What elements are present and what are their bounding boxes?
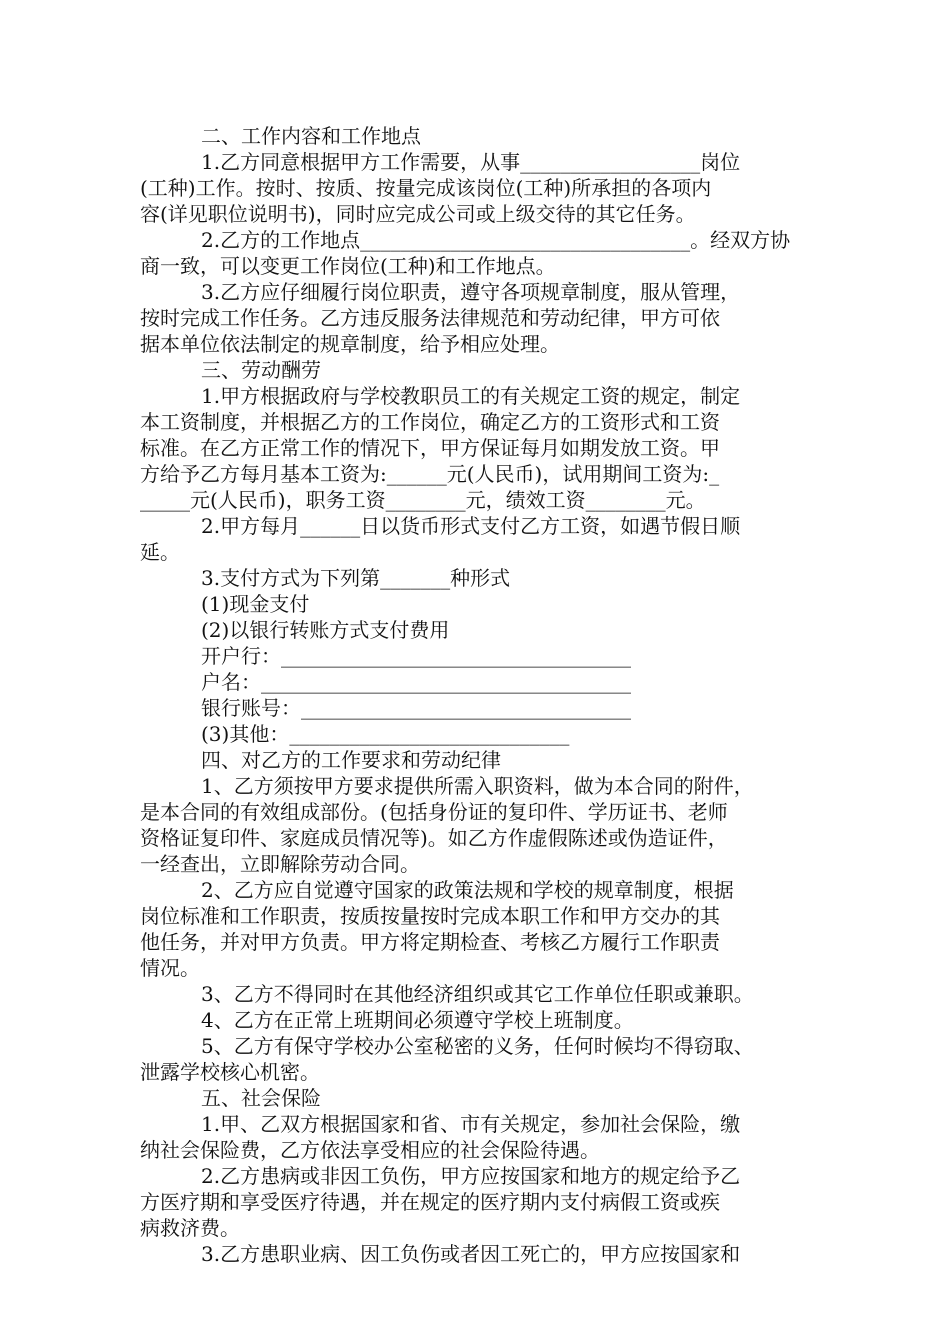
paragraph-line: 方给予乙方每月基本工资为:______元(人民币)，试用期间工资为:_ [140, 462, 720, 486]
paragraph-line: 3.乙方应仔细履行岗位职责，遵守各项规章制度，服从管理， [201, 280, 741, 304]
paragraph-line: 3.支付方式为下列第_______种形式 [201, 566, 511, 590]
paragraph-line: 病救济费。 [140, 1216, 240, 1240]
paragraph-line: 是本合同的有效组成部份。(包括身份证的复印件、学历证书、老师 [140, 800, 728, 824]
paragraph-line: 他任务，并对甲方负责。甲方将定期检查、考核乙方履行工作职责 [140, 930, 720, 954]
section-heading: 三、劳动酬劳 [201, 358, 321, 382]
list-item: (1)现金支付 [201, 592, 310, 616]
form-field-line: (3)其他：____________________________ [201, 722, 570, 746]
paragraph-line: 2.乙方的工作地点_________________________________。经双方协 [201, 228, 791, 252]
paragraph-line: 据本单位依法制定的规章制度，给予相应处理。 [140, 332, 560, 356]
paragraph-line: 2.甲方每月______日以货币形式支付乙方工资，如遇节假日顺 [201, 514, 741, 538]
paragraph-line: 商一致，可以变更工作岗位(工种)和工作地点。 [140, 254, 556, 278]
paragraph-line: 岗位标准和工作职责，按质按量按时完成本职工作和甲方交办的其 [140, 904, 720, 928]
paragraph-line: 2.乙方患病或非因工负伤，甲方应按国家和地方的规定给予乙 [201, 1164, 741, 1188]
paragraph-line: 1.乙方同意根据甲方工作需要，从事__________________岗位 [201, 150, 741, 174]
section-heading: 四、对乙方的工作要求和劳动纪律 [201, 748, 501, 772]
paragraph-line: _____元(人民币)，职务工资________元，绩效工资________元。 [140, 488, 706, 512]
paragraph-line: 方医疗期和享受医疗待遇，并在规定的医疗期内支付病假工资或疾 [140, 1190, 720, 1214]
paragraph-line: (工种)工作。按时、按质、按量完成该岗位(工种)所承担的各项内 [140, 176, 712, 200]
paragraph-line: 1.甲、乙双方根据国家和省、市有关规定，参加社会保险，缴 [201, 1112, 741, 1136]
paragraph-line: 2、乙方应自觉遵守国家的政策法规和学校的规章制度，根据 [201, 878, 734, 902]
paragraph-line: 4、乙方在正常上班期间必须遵守学校上班制度。 [201, 1008, 634, 1032]
paragraph-line: 一经查出，立即解除劳动合同。 [140, 852, 420, 876]
paragraph-line: 纳社会保险费，乙方依法享受相应的社会保险待遇。 [140, 1138, 600, 1162]
paragraph-line: 标准。在乙方正常工作的情况下，甲方保证每月如期发放工资。甲 [140, 436, 720, 460]
paragraph-line: 3.乙方患职业病、因工负伤或者因工死亡的，甲方应按国家和 [201, 1242, 741, 1266]
paragraph-line: 本工资制度，并根据乙方的工作岗位，确定乙方的工资形式和工资 [140, 410, 720, 434]
paragraph-line: 5、乙方有保守学校办公室秘密的义务，任何时候均不得窃取、 [201, 1034, 754, 1058]
paragraph-line: 容(详见职位说明书)，同时应完成公司或上级交待的其它任务。 [140, 202, 696, 226]
paragraph-line: 1.甲方根据政府与学校教职员工的有关规定工资的规定，制定 [201, 384, 741, 408]
section-heading: 二、工作内容和工作地点 [201, 124, 421, 148]
paragraph-line: 情况。 [140, 956, 200, 980]
paragraph-line: 1、乙方须按甲方要求提供所需入职资料，做为本合同的附件， [201, 774, 754, 798]
paragraph-line: 延。 [140, 540, 180, 564]
form-field-line: 开户行：___________________________________ [201, 644, 631, 668]
paragraph-line: 泄露学校核心机密。 [140, 1060, 320, 1084]
section-heading: 五、社会保险 [201, 1086, 321, 1110]
paragraph-line: 按时完成工作任务。乙方违反服务法律规范和劳动纪律，甲方可依 [140, 306, 720, 330]
list-item: (2)以银行转账方式支付费用 [201, 618, 450, 642]
form-field-line: 银行账号：_________________________________ [201, 696, 631, 720]
paragraph-line: 资格证复印件、家庭成员情况等)。如乙方作虚假陈述或伪造证件， [140, 826, 728, 850]
form-field-line: 户名：_____________________________________ [201, 670, 631, 694]
paragraph-line: 3、乙方不得同时在其他经济组织或其它工作单位任职或兼职。 [201, 982, 754, 1006]
